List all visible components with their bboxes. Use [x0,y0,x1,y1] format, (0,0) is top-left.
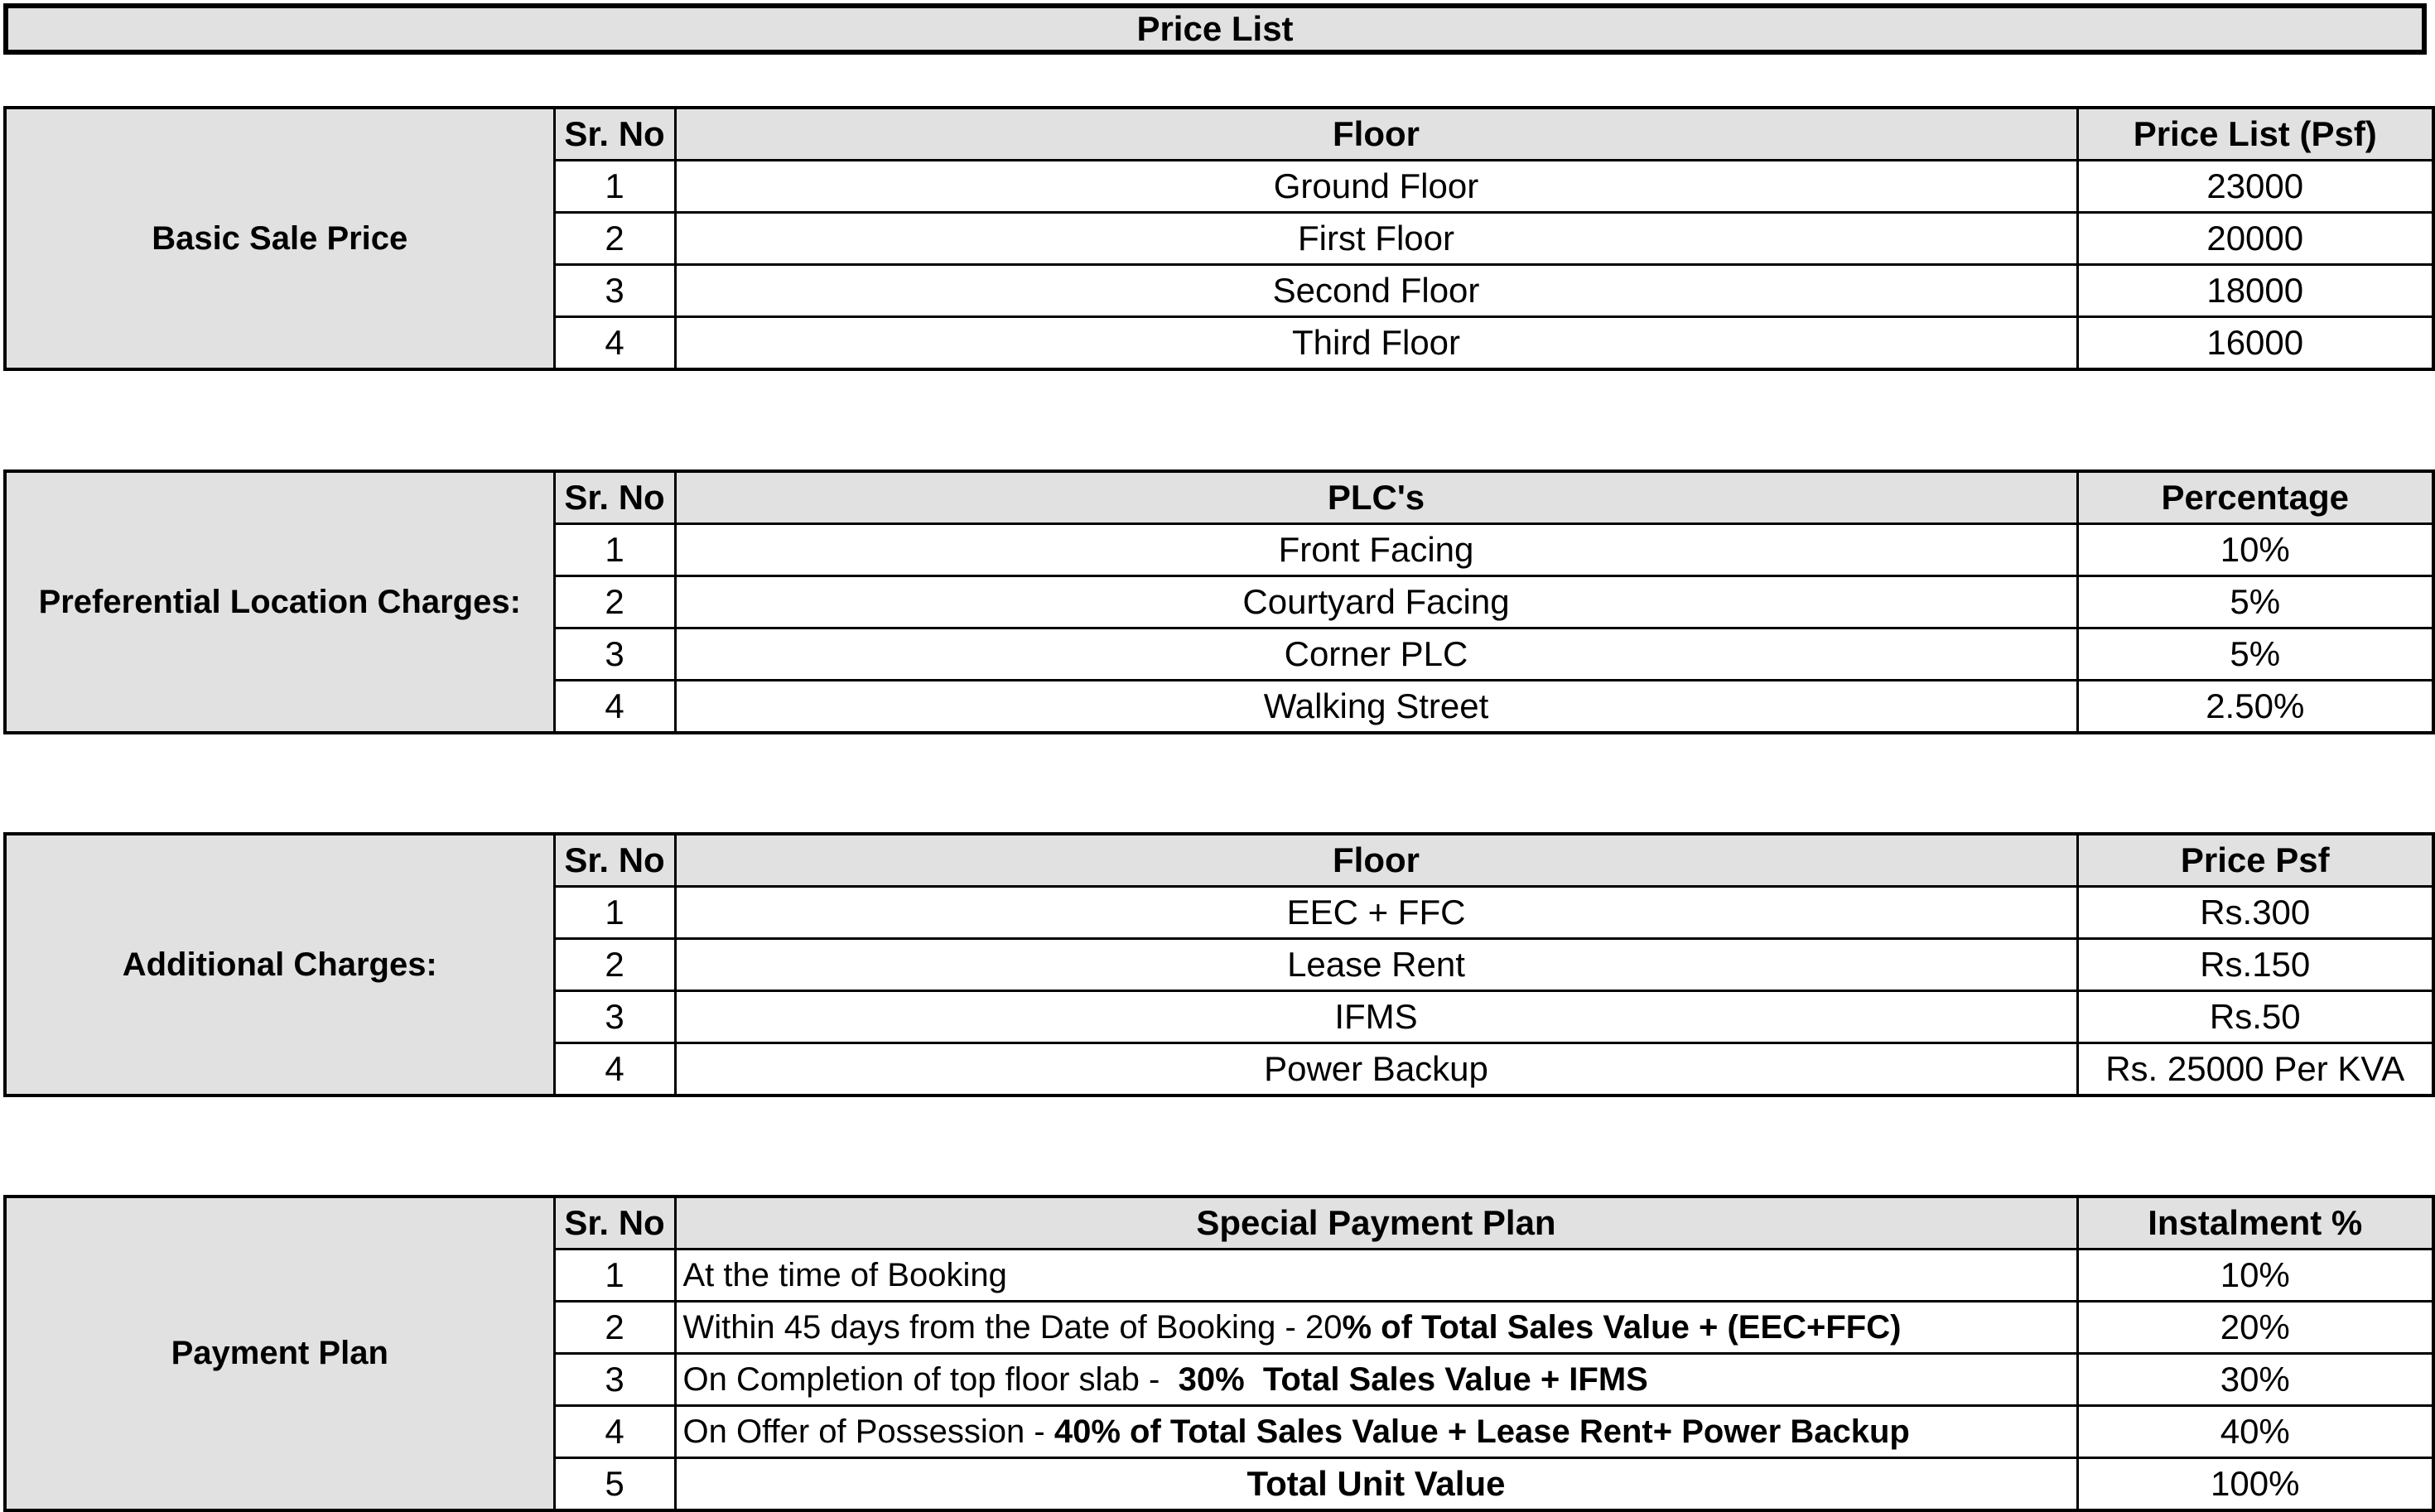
sr-no-cell: 3 [554,628,675,681]
section-label: Preferential Location Charges: [5,471,554,733]
plc-cell: Courtyard Facing [675,576,2077,628]
price-cell: 18000 [2077,265,2433,317]
charge-cell: Power Backup [675,1043,2077,1096]
sr-no-cell: 4 [554,1043,675,1096]
price-cell: Rs. 25000 Per KVA [2077,1043,2433,1096]
instalment-cell: 40% [2077,1406,2433,1458]
sr-no-cell: 1 [554,887,675,939]
sr-no-cell: 2 [554,939,675,991]
column-header: Sr. No [554,1197,675,1250]
table-header-row [5,471,2433,524]
plan-text-bold: % of Total Sales Value + (EEC+FFC) [1342,1308,1902,1346]
plan-text: On Offer of Possession - [682,1413,1054,1450]
floor-cell: Second Floor [675,265,2077,317]
plan-text: At the time of Booking [682,1256,1007,1293]
plan-cell [675,1302,2077,1354]
sr-no-cell: 3 [554,991,675,1043]
instalment-cell: 20% [2077,1302,2433,1354]
payment-plan-table [3,1195,2435,1512]
floor-cell: Ground Floor [675,161,2077,213]
basic-sale-price-table [3,106,2435,371]
sr-no-cell: 4 [554,1406,675,1458]
sr-no-cell: 3 [554,265,675,317]
price-cell: 20000 [2077,213,2433,265]
table-header-row [5,1197,2433,1250]
column-header: Floor [675,834,2077,887]
column-header: Price List (Psf) [2077,108,2433,161]
sr-no-cell: 4 [554,681,675,734]
floor-cell: First Floor [675,213,2077,265]
percentage-cell: 5% [2077,576,2433,628]
sr-no-cell: 2 [554,213,675,265]
page-title: Price List [3,3,2427,55]
price-cell: 16000 [2077,317,2433,370]
charge-cell: EEC + FFC [675,887,2077,939]
price-cell: Rs.50 [2077,991,2433,1043]
column-header: Sr. No [554,834,675,887]
section-label: Basic Sale Price [5,108,554,369]
table-header-row [5,834,2433,887]
sr-no-cell: 3 [554,1354,675,1406]
instalment-cell: 10% [2077,1250,2433,1302]
sr-no-cell: 1 [554,1250,675,1302]
plc-cell: Corner PLC [675,628,2077,681]
plan-cell [675,1406,2077,1458]
column-header: Percentage [2077,471,2433,524]
additional-charges-table [3,832,2435,1097]
sr-no-cell: 4 [554,317,675,370]
instalment-cell: 100% [2077,1458,2433,1511]
plc-table [3,469,2435,734]
column-header: Price Psf [2077,834,2433,887]
plan-text: On Completion of top floor slab - [682,1360,1179,1398]
price-cell: Rs.300 [2077,887,2433,939]
price-cell: 23000 [2077,161,2433,213]
total-unit-value-cell: Total Unit Value [675,1458,2077,1511]
section-label: Additional Charges: [5,834,554,1095]
instalment-cell: 30% [2077,1354,2433,1406]
plan-text-bold: 30% Total Sales Value + IFMS [1178,1360,1648,1398]
plc-cell: Walking Street [675,681,2077,734]
column-header: Instalment % [2077,1197,2433,1250]
sr-no-cell: 2 [554,576,675,628]
column-header: Sr. No [554,471,675,524]
column-header: Special Payment Plan [675,1197,2077,1250]
plan-text: Within 45 days from the Date of Booking - 20 [682,1308,1343,1346]
plan-text-bold: 40% of Total Sales Value + Lease Rent+ Power Backup [1054,1413,1910,1450]
sr-no-cell: 2 [554,1302,675,1354]
column-header: Floor [675,108,2077,161]
section-label: Payment Plan [5,1197,554,1510]
charge-cell: Lease Rent [675,939,2077,991]
charge-cell: IFMS [675,991,2077,1043]
table-header-row [5,108,2433,161]
column-header: Sr. No [554,108,675,161]
percentage-cell: 5% [2077,628,2433,681]
sr-no-cell: 1 [554,524,675,576]
column-header: PLC's [675,471,2077,524]
percentage-cell: 10% [2077,524,2433,576]
plc-cell: Front Facing [675,524,2077,576]
plan-cell [675,1250,2077,1302]
sr-no-cell: 5 [554,1458,675,1511]
price-cell: Rs.150 [2077,939,2433,991]
floor-cell: Third Floor [675,317,2077,370]
sr-no-cell: 1 [554,161,675,213]
percentage-cell: 2.50% [2077,681,2433,734]
plan-cell [675,1354,2077,1406]
